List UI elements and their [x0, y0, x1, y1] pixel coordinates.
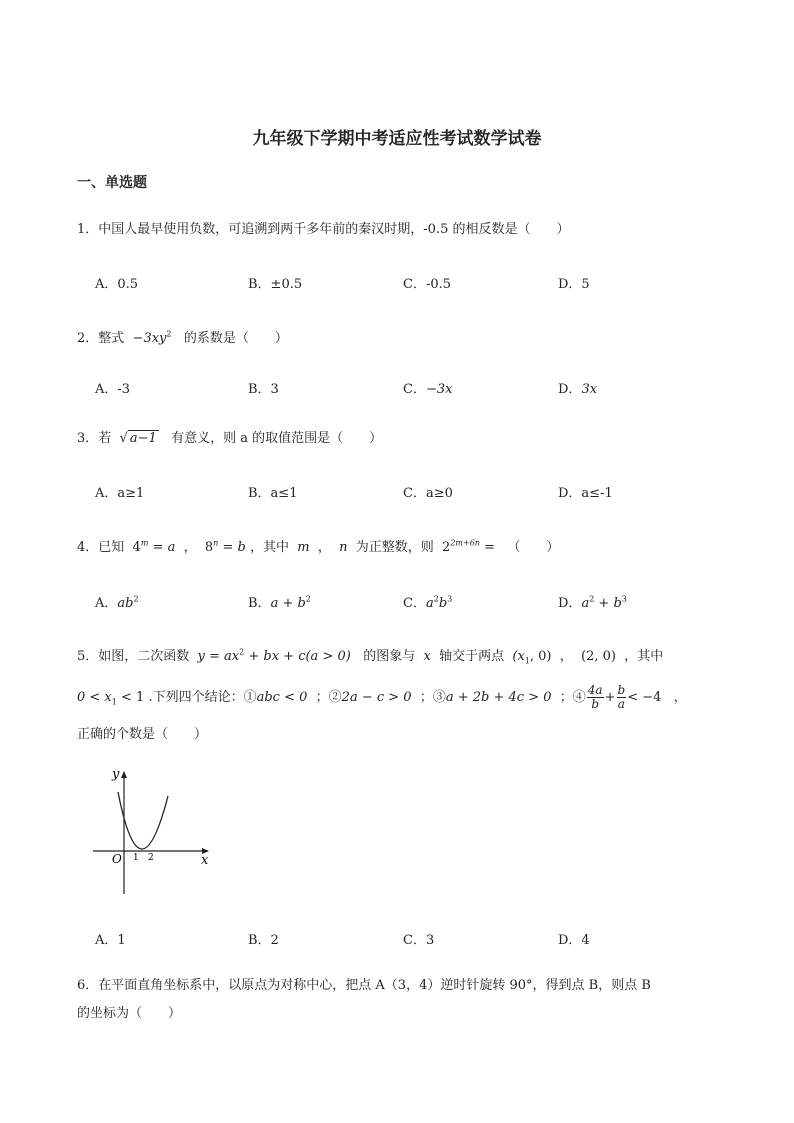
- q2-prefix: 2．整式: [77, 331, 125, 346]
- q4-option-d-exp2: 3: [621, 594, 627, 604]
- q1-option-c: C．-0.5: [403, 277, 452, 292]
- q4-eq2: = b: [218, 540, 246, 555]
- question-1: 1．中国人最早使用负数，可追溯到两千多年前的秦汉时期，-0.5 的相反数是（ ）: [77, 222, 570, 237]
- tick-label-2: 2: [148, 853, 154, 863]
- q5-condition: 0 < x: [77, 690, 112, 705]
- page-title: 九年级下学期中考适应性考试数学试卷: [252, 129, 542, 149]
- q4-base1: 4: [132, 540, 141, 555]
- q3-prefix: 3．若: [77, 431, 112, 446]
- q3-option-a: A．a≥1: [95, 486, 145, 501]
- q4-var-m: m: [297, 540, 310, 555]
- q4-option-a: [95, 592, 139, 611]
- q3-suffix: 有意义，则 a 的取值范围是（ ）: [171, 431, 383, 446]
- q5-mid2: 轴交于两点: [439, 649, 505, 664]
- q2-expression: −3xy: [132, 331, 167, 346]
- q4-option-a-exp: 2: [133, 594, 139, 604]
- q2-exponent: 2: [166, 329, 172, 339]
- q5-comma-end: ，: [673, 690, 687, 705]
- q5-semi2: ；: [419, 690, 433, 705]
- q5-fraction-2-num: b: [617, 683, 626, 697]
- q5-c4-label: ④: [572, 690, 586, 705]
- q4-option-c-math1: a: [425, 596, 434, 611]
- question-6-line-2: 的坐标为（ ）: [77, 1006, 182, 1021]
- q4-mid2: 为正整数，则: [355, 540, 434, 555]
- q4-exp2: n: [213, 538, 219, 548]
- q1-option-d: D．5: [558, 277, 590, 292]
- y-axis-arrow: [121, 771, 127, 778]
- question-5-line-1: [77, 645, 663, 666]
- q5-conclusion-1: abc < 0: [256, 690, 308, 705]
- q5-line2-text: .下列四个结论：: [148, 690, 244, 705]
- q5-fraction-1: [587, 684, 604, 711]
- q4-prefix: 4．已知: [77, 540, 125, 555]
- q5-function-rest: + bx + c(a > 0): [244, 649, 351, 664]
- q5-semi3: ；: [559, 690, 573, 705]
- q2-option-c: [403, 378, 452, 397]
- q5-point-1: (x: [512, 649, 525, 664]
- q5-semi1: ；: [315, 690, 329, 705]
- q5-mid: 的图象与: [363, 649, 416, 664]
- parabola-graph: [88, 762, 218, 898]
- parabola-curve: [118, 792, 168, 849]
- q5-x-var: x: [423, 649, 431, 664]
- q5-line1-suffix: ，其中: [624, 649, 664, 664]
- q5-option-c: C．3: [403, 933, 435, 948]
- q2-option-a: A．-3: [95, 382, 131, 397]
- q5-c1-label: ①: [243, 690, 257, 705]
- q5-function-exp: 2: [239, 647, 245, 657]
- q4-var-n: n: [339, 540, 348, 555]
- tick-label-1: 1: [133, 853, 139, 863]
- q5-point-1-end: , 0): [529, 649, 552, 664]
- q4-option-b-math: a + b: [270, 596, 306, 611]
- q4-option-b-label: B．: [248, 596, 271, 611]
- q1-option-a: A．0.5: [95, 277, 139, 292]
- q4-option-c-exp2: 3: [447, 594, 453, 604]
- question-5-line-3: 正确的个数是（ ）: [77, 727, 208, 742]
- q4-option-d-label: D．: [558, 596, 582, 611]
- q5-c3-label: ③: [432, 690, 446, 705]
- q4-sep2: ，: [317, 540, 331, 555]
- q5-fraction-2: [617, 684, 627, 711]
- q4-option-a-math: ab: [117, 596, 134, 611]
- q5-plus: +: [604, 690, 616, 705]
- q2-option-c-label: C．: [403, 382, 426, 397]
- q4-sep1: ，: [183, 540, 197, 555]
- origin-label: O: [112, 852, 122, 866]
- q3-option-c: C．a≥0: [403, 486, 453, 501]
- q4-option-b-exp: 2: [305, 594, 311, 604]
- q5-conclusion-4-rest: < −4: [627, 690, 662, 705]
- q5-fraction-1-den: b: [591, 697, 600, 711]
- q5-condition-sub: 1: [111, 697, 117, 707]
- q5-prefix: 5．如图，二次函数: [77, 649, 190, 664]
- q2-suffix: 的系数是（ ）: [183, 331, 288, 346]
- q2-option-d: [558, 378, 597, 397]
- q5-sep: ，: [559, 649, 573, 664]
- section-heading: 一、单选题: [77, 175, 147, 191]
- q5-option-d: D．4: [558, 933, 590, 948]
- q4-eq3: =: [479, 540, 495, 555]
- q4-option-d-exp1: 2: [589, 594, 595, 604]
- q3-option-d: D．a≤-1: [558, 486, 613, 501]
- q4-base3: 2: [442, 540, 451, 555]
- q4-base2: 8: [204, 540, 214, 555]
- question-6-line-1: 6．在平面直角坐标系中，以原点为对称中心，把点 A（3，4）逆时针旋转 90°，得到点 B，则点 B: [77, 978, 651, 993]
- q4-exp3: 2m+6n: [450, 538, 480, 548]
- q5-fraction-1-num: 4a: [587, 683, 603, 697]
- x-axis-label: x: [201, 853, 209, 868]
- q5-fraction-2-den: a: [617, 697, 625, 711]
- q4-option-b: [248, 592, 311, 611]
- q4-option-c: [403, 592, 452, 611]
- question-3: [77, 427, 382, 446]
- q4-mid: ，其中: [249, 540, 289, 555]
- q4-suffix: （ ）: [507, 540, 560, 555]
- radical-sign: √: [119, 431, 128, 446]
- q4-eq1: = a: [148, 540, 176, 555]
- q2-option-d-math: 3x: [581, 382, 598, 397]
- q4-option-c-label: C．: [403, 596, 426, 611]
- question-5-line-2: [77, 684, 687, 711]
- question-2: [77, 327, 288, 346]
- q4-option-a-label: A．: [95, 596, 118, 611]
- question-4: [77, 536, 559, 555]
- q4-option-c-exp1: 2: [433, 594, 439, 604]
- q5-function: y = ax: [197, 649, 240, 664]
- q5-option-b: B．2: [248, 933, 279, 948]
- q5-conclusion-2: 2a − c > 0: [341, 690, 412, 705]
- q1-option-b: B．±0.5: [248, 277, 303, 292]
- q4-option-d-math1: a: [581, 596, 590, 611]
- y-axis-label: y: [112, 767, 120, 782]
- q2-option-b: B．3: [248, 382, 279, 397]
- q2-option-c-math: −3x: [425, 382, 453, 397]
- q4-option-d-math2: + b: [594, 596, 622, 611]
- q3-radicand: a−1: [129, 431, 157, 446]
- q5-c2-label: ②: [328, 690, 342, 705]
- q5-conclusion-3: a + 2b + 4c > 0: [445, 690, 552, 705]
- q2-option-d-label: D．: [558, 382, 582, 397]
- q5-point-2: (2, 0): [581, 649, 616, 664]
- q5-option-a: A．1: [95, 933, 126, 948]
- q4-exp1: m: [140, 538, 149, 548]
- q4-option-c-math2: b: [438, 596, 448, 611]
- q5-point-1-sub: 1: [524, 656, 530, 666]
- q4-option-d: [558, 592, 627, 611]
- q5-condition-end: < 1: [116, 690, 145, 705]
- q3-option-b: B．a≤1: [248, 486, 298, 501]
